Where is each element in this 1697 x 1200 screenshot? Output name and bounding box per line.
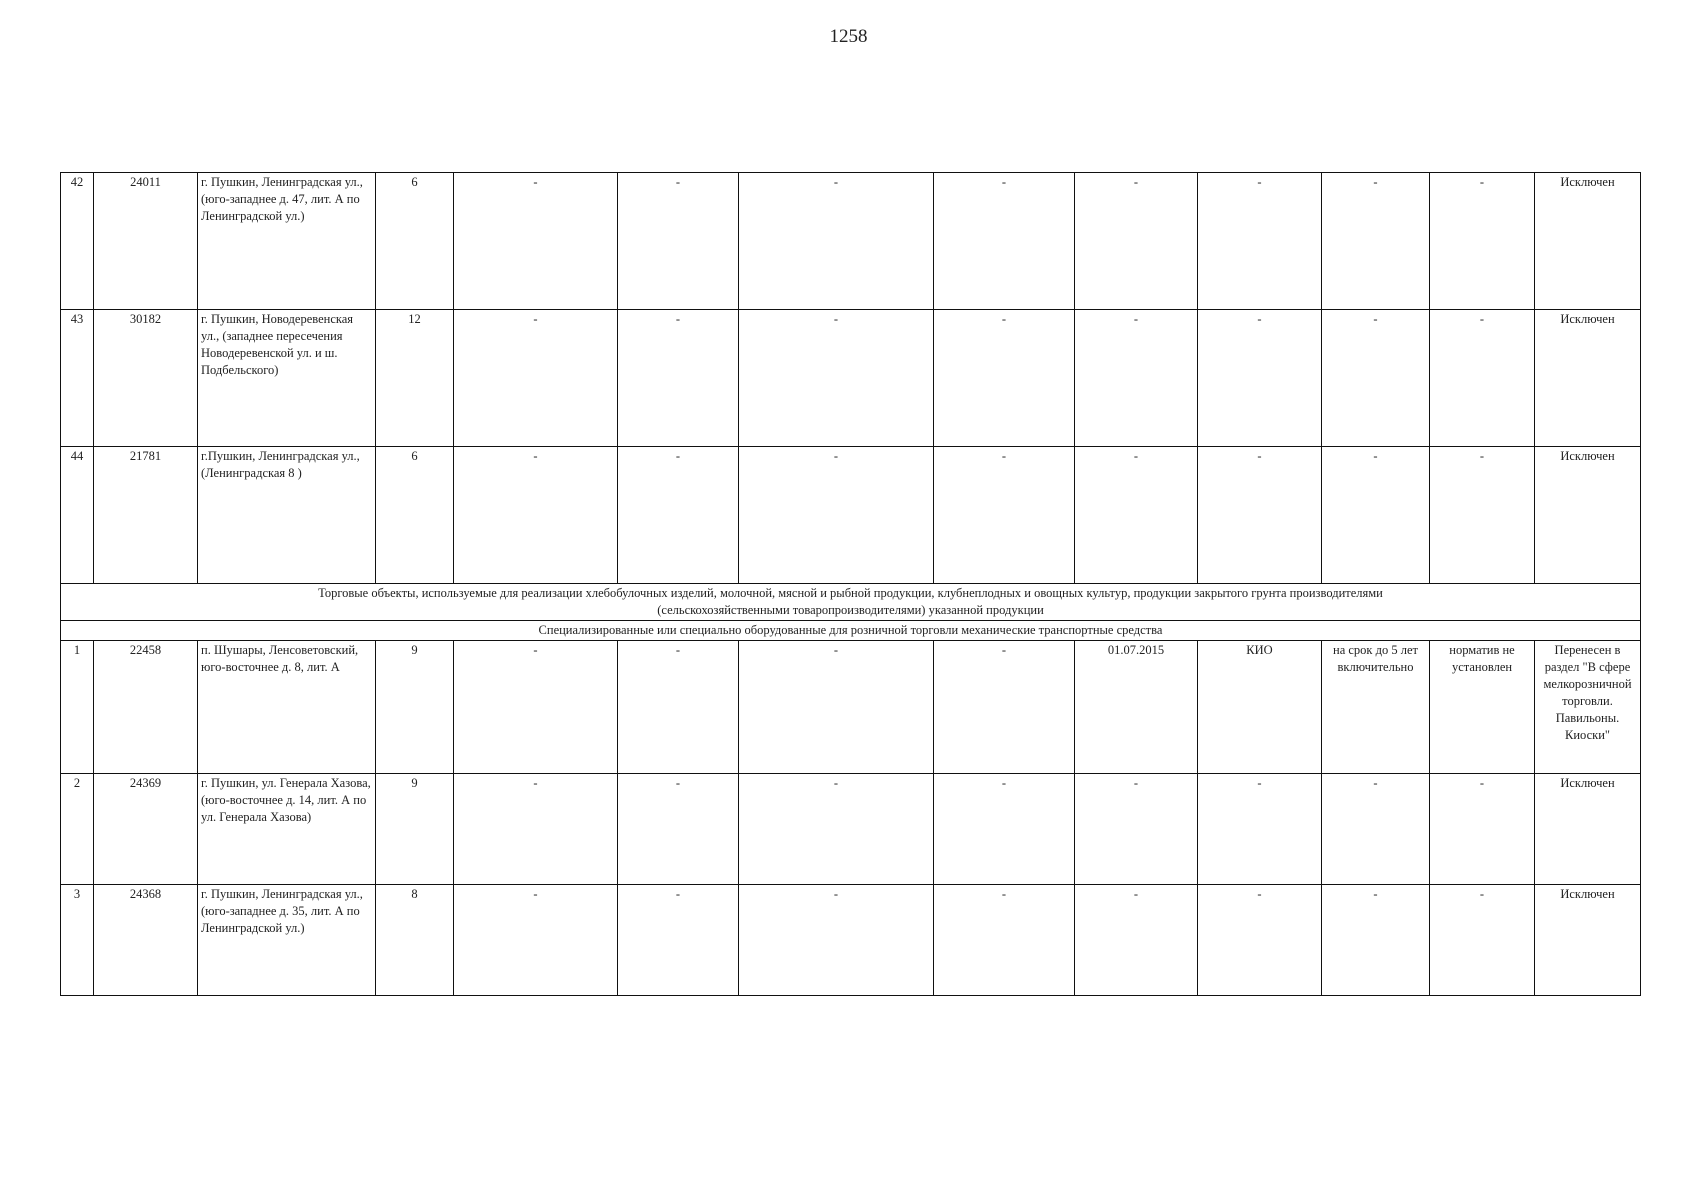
cell-col7: - (739, 310, 934, 447)
object-status: Исключен (1535, 310, 1641, 447)
cell-col11: на срок до 5 лет включительно (1322, 641, 1430, 774)
cell-col5: - (454, 310, 618, 447)
cell-col7: - (739, 641, 934, 774)
cell-col10: - (1198, 310, 1322, 447)
cell-col5: - (454, 173, 618, 310)
cell-col9: - (1075, 310, 1198, 447)
section-title: Торговые объекты, используемые для реализации хлебобулочных изделий, молочной, мясной и рыбной продукции, клубнеплодных и овощных культур, продукции закрытого грунта производителями (сельскохозяйственными товаропроизводителями) указанной продукции (61, 584, 1641, 621)
cell-col7: - (739, 447, 934, 584)
object-address: г. Пушкин, ул. Генерала Хазова, (юго-восточнее д. 14, лит. А по ул. Генерала Хазова) (198, 774, 376, 885)
object-id: 24369 (94, 774, 198, 885)
object-status: Перенесен в раздел "В сфере мелкорозничной торговли. Павильоны. Киоски" (1535, 641, 1641, 774)
cell-col6: - (618, 310, 739, 447)
object-area: 9 (376, 641, 454, 774)
object-address: г. Пушкин, Ленинградская ул., (юго-западнее д. 35, лит. А по Ленинградской ул.) (198, 885, 376, 996)
cell-col7: - (739, 774, 934, 885)
cell-col5: - (454, 885, 618, 996)
cell-col7: - (739, 173, 934, 310)
cell-col7: - (739, 885, 934, 996)
object-id: 21781 (94, 447, 198, 584)
table-row (61, 173, 1641, 310)
cell-col6: - (618, 447, 739, 584)
cell-col5: - (454, 641, 618, 774)
cell-col10: - (1198, 173, 1322, 310)
object-address: г. Пушкин, Ленинградская ул., (юго-западнее д. 47, лит. А по Ленинградской ул.) (198, 173, 376, 310)
cell-col10: - (1198, 774, 1322, 885)
cell-col8: - (934, 774, 1075, 885)
cell-col12: норматив не установлен (1430, 641, 1535, 774)
subsection-title: Специализированные или специально оборудованные для розничной торговли механические транспортные средства (61, 621, 1641, 641)
cell-col8: - (934, 310, 1075, 447)
cell-col12: - (1430, 173, 1535, 310)
cell-col9: - (1075, 774, 1198, 885)
row-number: 42 (61, 173, 94, 310)
cell-col6: - (618, 885, 739, 996)
row-number: 44 (61, 447, 94, 584)
object-address: г.Пушкин, Ленинградская ул., (Ленинградская 8 ) (198, 447, 376, 584)
table-row (61, 447, 1641, 584)
cell-col12: - (1430, 310, 1535, 447)
section-header-row (61, 584, 1641, 621)
object-status: Исключен (1535, 885, 1641, 996)
object-id: 22458 (94, 641, 198, 774)
cell-col9: 01.07.2015 (1075, 641, 1198, 774)
cell-col8: - (934, 173, 1075, 310)
page-number: 1258 (829, 26, 868, 47)
cell-col12: - (1430, 447, 1535, 584)
object-area: 9 (376, 774, 454, 885)
object-status: Исключен (1535, 447, 1641, 584)
cell-col11: - (1322, 885, 1430, 996)
cell-col6: - (618, 173, 739, 310)
object-area: 12 (376, 310, 454, 447)
object-area: 6 (376, 173, 454, 310)
cell-col8: - (934, 885, 1075, 996)
object-address: г. Пушкин, Новодеревенская ул., (западнее пересечения Новодеревенской ул. и ш. Подбельского) (198, 310, 376, 447)
object-area: 8 (376, 885, 454, 996)
cell-col11: - (1322, 774, 1430, 885)
cell-col8: - (934, 447, 1075, 584)
cell-col12: - (1430, 774, 1535, 885)
cell-col6: - (618, 641, 739, 774)
object-status: Исключен (1535, 774, 1641, 885)
object-id: 24011 (94, 173, 198, 310)
cell-col11: - (1322, 173, 1430, 310)
cell-col10: КИО (1198, 641, 1322, 774)
object-status: Исключен (1535, 173, 1641, 310)
cell-col5: - (454, 447, 618, 584)
cell-col9: - (1075, 173, 1198, 310)
cell-col9: - (1075, 885, 1198, 996)
cell-col8: - (934, 641, 1075, 774)
cell-col12: - (1430, 885, 1535, 996)
row-number: 1 (61, 641, 94, 774)
table-row (61, 885, 1641, 996)
cell-col11: - (1322, 310, 1430, 447)
registry-table (60, 172, 1641, 996)
subsection-header-row (61, 621, 1641, 641)
cell-col5: - (454, 774, 618, 885)
object-area: 6 (376, 447, 454, 584)
cell-col6: - (618, 774, 739, 885)
cell-col11: - (1322, 447, 1430, 584)
row-number: 2 (61, 774, 94, 885)
table-row (61, 310, 1641, 447)
object-id: 24368 (94, 885, 198, 996)
cell-col10: - (1198, 447, 1322, 584)
row-number: 43 (61, 310, 94, 447)
cell-col10: - (1198, 885, 1322, 996)
row-number: 3 (61, 885, 94, 996)
cell-col9: - (1075, 447, 1198, 584)
table-row (61, 774, 1641, 885)
object-address: п. Шушары, Ленсоветовский, юго-восточнее д. 8, лит. А (198, 641, 376, 774)
object-id: 30182 (94, 310, 198, 447)
table-row (61, 641, 1641, 774)
